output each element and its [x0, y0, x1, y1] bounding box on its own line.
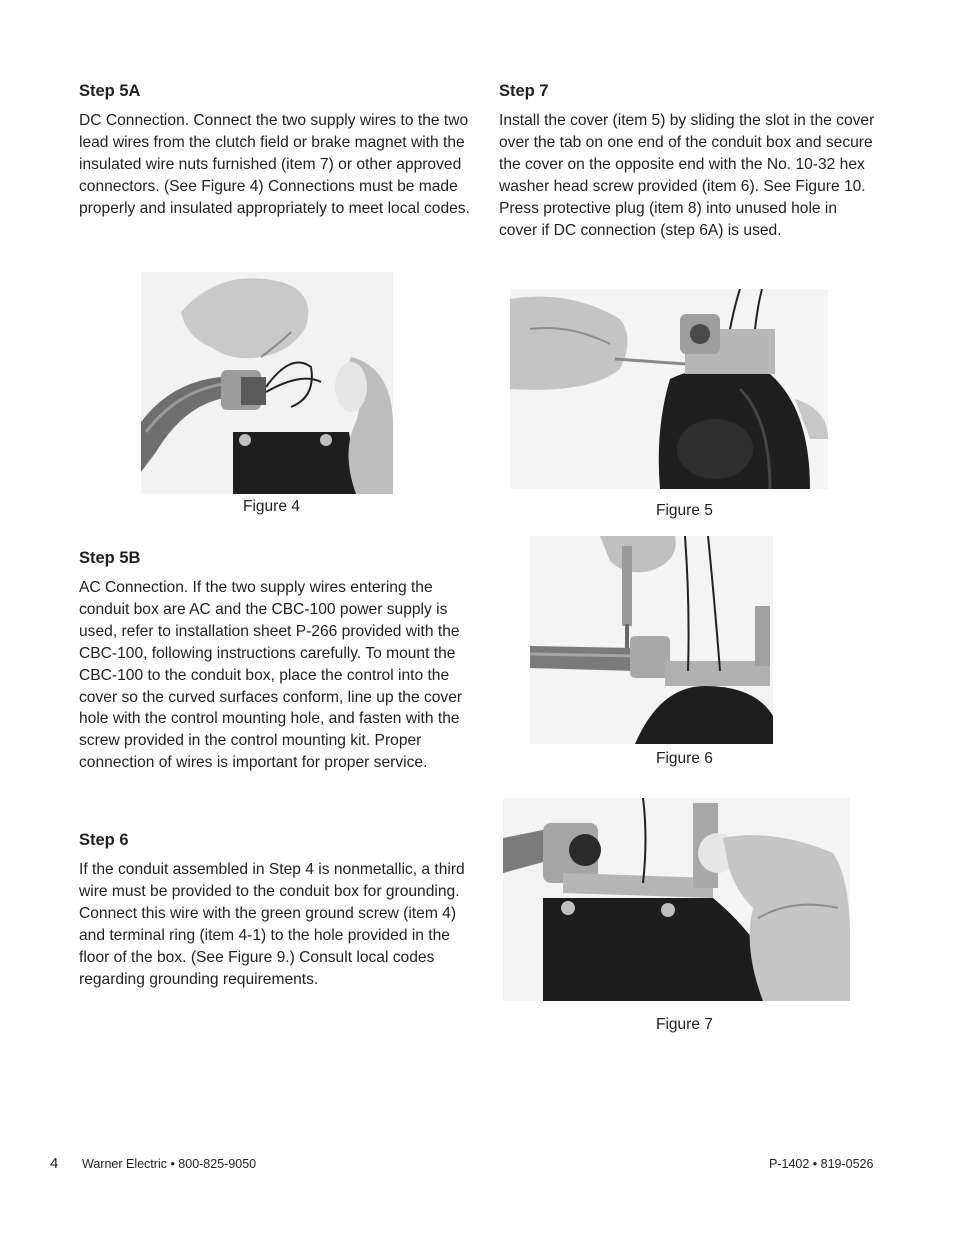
step-7-body: Install the cover (item 5) by sliding the slot in the cover over the tab on one end of the conduit box and secure the cover on the opposite end with the No. 10-32 hex washer head screw provided (item 6). See Figure 10. Press protective plug (item 8) into unused hole in cover if DC connection (step 6A) is used. — [499, 112, 875, 239]
step-6-section — [79, 829, 474, 990]
figure-4-caption: Figure 4 — [243, 498, 300, 515]
step-7-section — [499, 80, 879, 241]
step-5a-body: DC Connection. Connect the two supply wires to the two lead wires from the clutch field or brake magnet with the insulated wire nuts furnished (item 7) or other approved connectors. (See Figure 4) Connections must be made properly and insulated appropriately to meet local codes. — [79, 112, 470, 217]
figure-5-photo — [510, 289, 828, 489]
step-5a-section — [79, 80, 474, 220]
step-5a-heading: Step 5A — [79, 82, 141, 100]
footer-company: Warner Electric • 800-825-9050 — [82, 1157, 257, 1171]
figure-4-photo — [141, 272, 393, 494]
footer-document-number: P-1402 • 819-0526 — [769, 1157, 874, 1171]
step-7-heading: Step 7 — [499, 82, 549, 100]
step-5b-section — [79, 547, 474, 774]
figure-5-caption: Figure 5 — [656, 502, 713, 519]
step-5b-body: AC Connection. If the two supply wires entering the conduit box are AC and the CBC-100 power supply is used, refer to installation sheet P-266 provided with the CBC-100, following instructions carefully. To mount the CBC-100 to the conduit box, place the control into the cover so the curved surfaces conform, line up the cover hole with the control mounting hole, and fasten with the screw provided in the control mounting kit. Proper connection of wires is important for proper service. — [79, 579, 463, 772]
step-6-heading: Step 6 — [79, 831, 129, 849]
figure-7-photo — [503, 798, 850, 1001]
figure-7-caption: Figure 7 — [656, 1016, 713, 1033]
figure-6-caption: Figure 6 — [656, 750, 713, 767]
page-number: 4 — [50, 1155, 59, 1172]
figure-6-photo — [530, 536, 773, 744]
step-6-body: If the conduit assembled in Step 4 is nonmetallic, a third wire must be provided to the conduit box for grounding. Connect this wire with the green ground screw (item 4) and terminal ring (item 4-1) to the hole provided in the floor of the box. (See Figure 9.) Consult local codes regarding grounding requirements. — [79, 861, 465, 988]
step-5b-heading: Step 5B — [79, 549, 141, 567]
